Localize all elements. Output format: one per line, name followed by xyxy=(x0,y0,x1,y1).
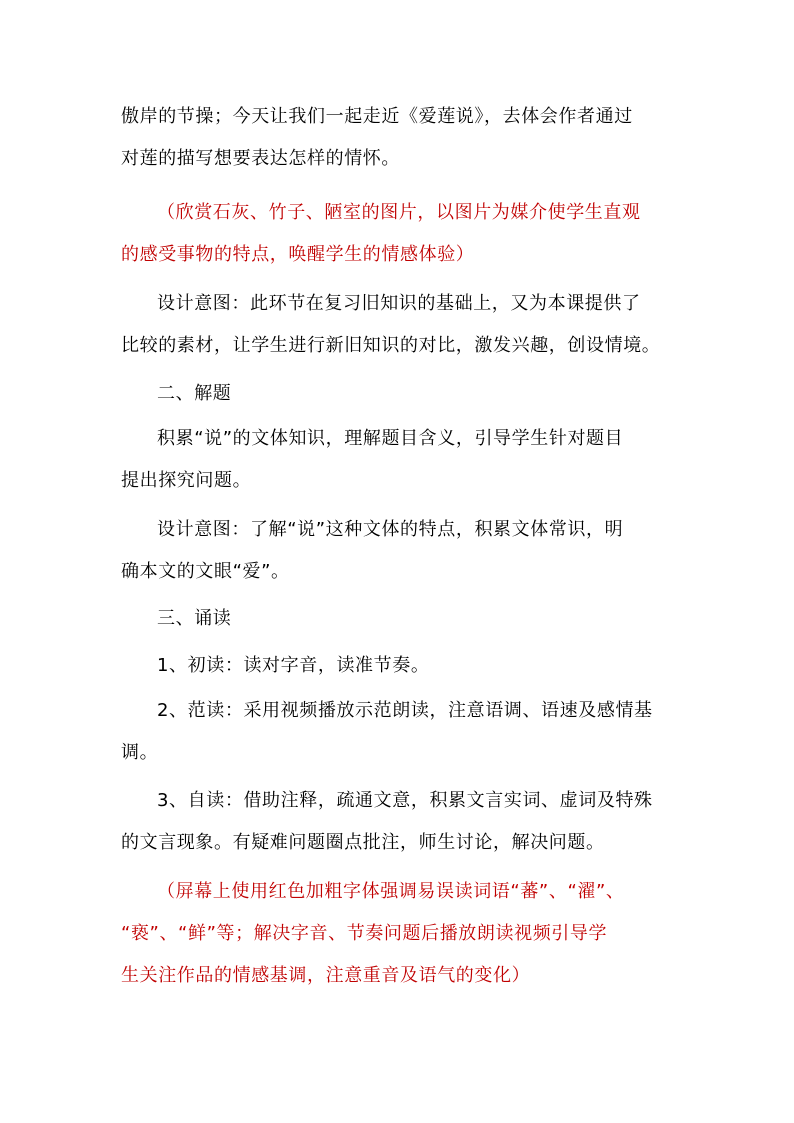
jieti-paragraph xyxy=(121,418,681,502)
paragraph-line: （屏幕上使用红色加粗字体强调易误读词语“蕃”、“濯”、 xyxy=(157,881,625,902)
section-heading-jieti: 二、解题 xyxy=(157,383,232,404)
paragraph-line: 设计意图：此环节在复习旧知识的基础上，又为本课提供了 xyxy=(157,293,641,314)
paragraph-line: “亵”、“鲜”等；解决字音、节奏问题后播放朗读视频引导学 xyxy=(121,923,608,944)
screen-emphasis-note xyxy=(121,871,681,997)
paragraph-line: 的感受事物的特点，唤醒学生的情感体验） xyxy=(121,244,475,265)
paragraph-line: 比较的素材，让学生进行新旧知识的对比，激发兴趣，创设情境。 xyxy=(121,335,661,356)
paragraph-line: 的文言现象。有疑难问题圈点批注，师生讨论，解决问题。 xyxy=(121,832,605,853)
model-reading-item xyxy=(121,690,681,774)
paragraph-line: 提出探究问题。 xyxy=(121,470,252,491)
paragraph-line: 调。 xyxy=(121,742,159,763)
paragraph-line: 确本文的文眼“爱”。 xyxy=(121,561,290,582)
self-reading-item xyxy=(121,780,681,864)
design-intent-paragraph-1 xyxy=(121,283,681,367)
paragraph-line: 2、范读：采用视频播放示范朗读，注意语调、语速及感情基 xyxy=(157,700,653,721)
first-reading-item: 1、初读：读对字音，读准节奏。 xyxy=(157,655,430,676)
section-heading-songdu: 三、诵读 xyxy=(157,608,232,629)
paragraph-line: 傲岸的节操；今天让我们一起走近《爱莲说》，去体会作者通过 xyxy=(121,106,633,127)
paragraph-line: 积累“说”的文体知识，理解题目含义，引导学生针对题目 xyxy=(157,428,624,449)
paragraph-line: 设计意图：了解“说”这种文体的特点，积累文体常识，明 xyxy=(157,519,624,540)
paragraph-line: 生关注作品的情感基调，注意重音及语气的变化） xyxy=(121,965,531,986)
paragraph-line: 3、自读：借助注释，疏通文意，积累文言实词、虚词及特殊 xyxy=(157,790,653,811)
design-intent-paragraph-2 xyxy=(121,509,681,593)
paragraph-line: 对莲的描写想要表达怎样的情怀。 xyxy=(121,148,400,169)
intro-paragraph xyxy=(121,96,681,180)
paragraph-line: （欣赏石灰、竹子、陋室的图片，以图片为媒介使学生直观 xyxy=(157,202,641,223)
image-activity-note xyxy=(121,192,681,276)
